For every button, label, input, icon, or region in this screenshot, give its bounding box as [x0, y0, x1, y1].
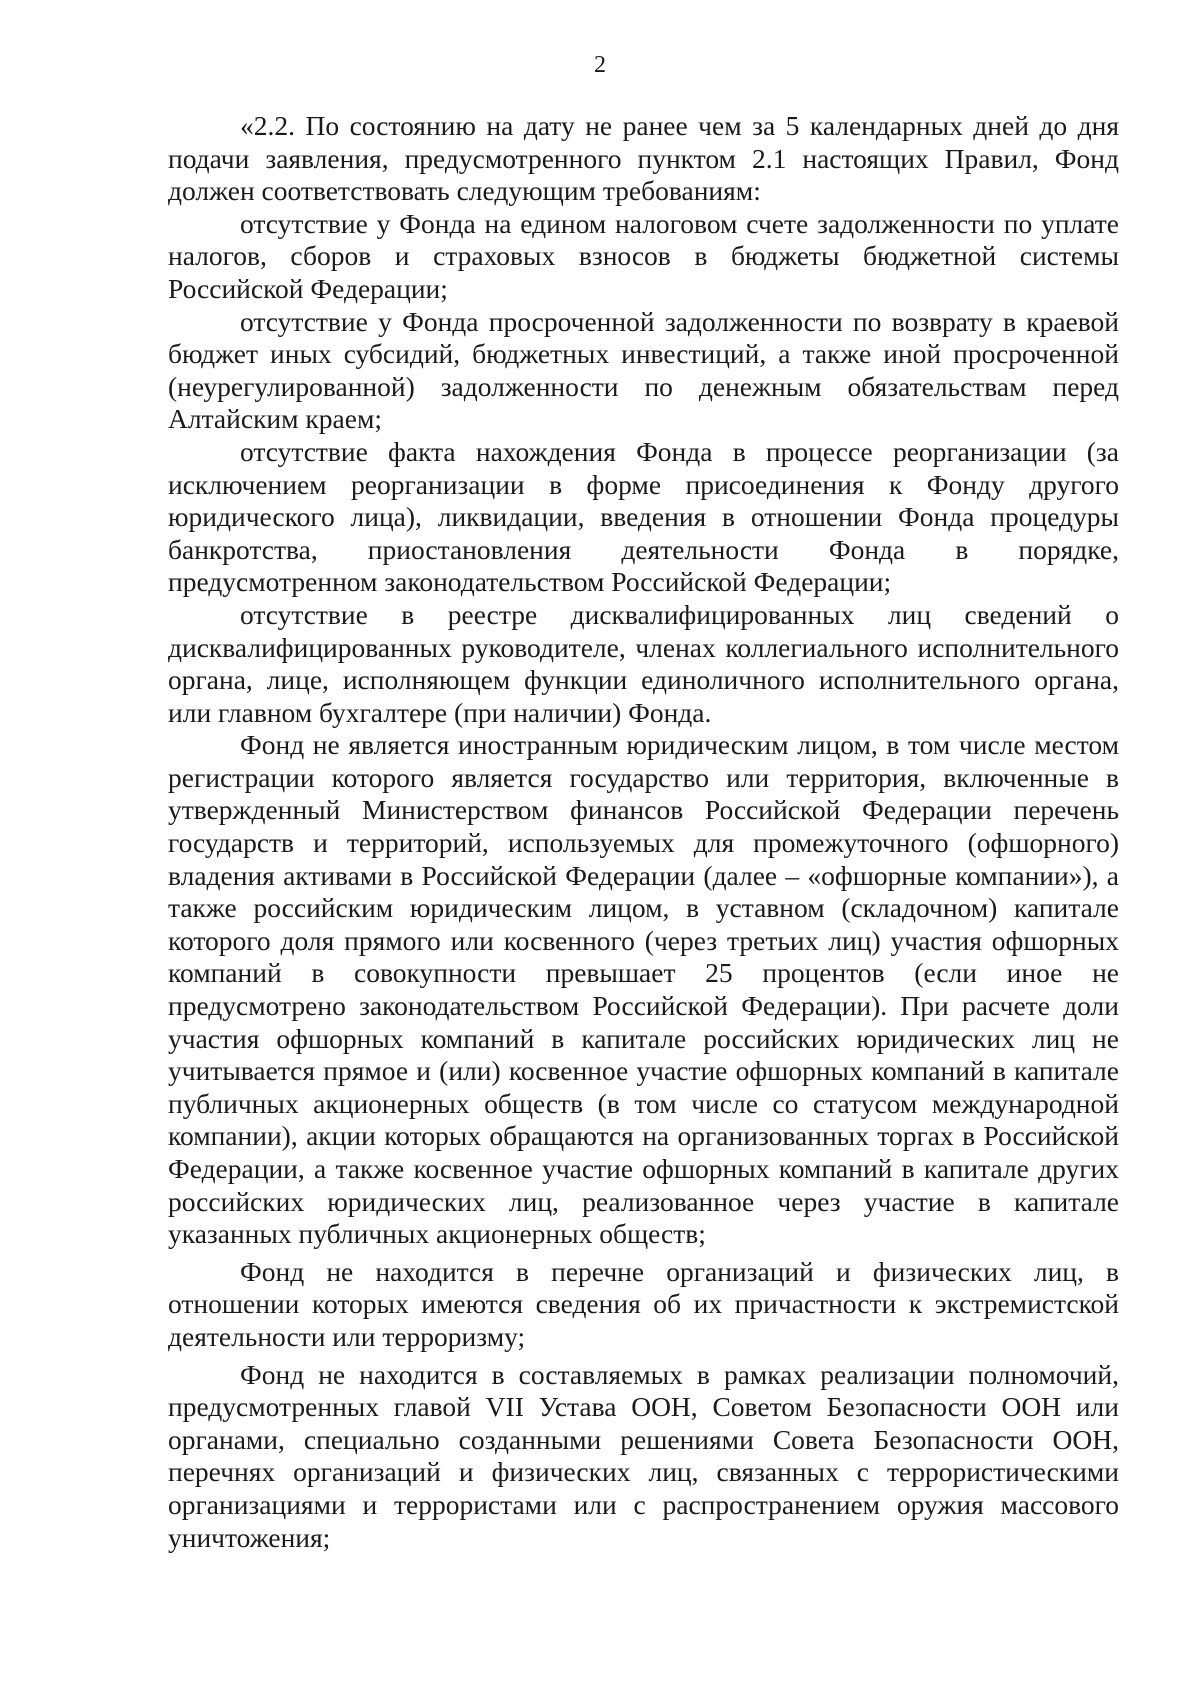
paragraph-overdue-debt: отсутствие у Фонда просроченной задолженности по возврату в краевой бюджет иных субсидий, бюджетных инвестиций, а также иной просроченной (неурегулированной) задолженности по денежным обязательствам перед Алтайским краем;	[168, 305, 1119, 435]
paragraph-un-security-council-list: Фонд не находится в составляемых в рамках реализации полномочий, предусмотренных главой VII Устава ООН, Советом Безопасности ООН или органами, специально созданными решениями Совета Безопасности ООН, перечнях организаций и физических лиц, связанных с террористическими организациями и террористами или с распространением оружия массового уничтожения;	[168, 1358, 1119, 1553]
paragraph-extremism-list: Фонд не находится в перечне организаций и физических лиц, в отношении которых имеются сведения об их причастности к экстремистской деятельности или терроризму;	[168, 1255, 1119, 1352]
paragraph-offshore-companies: Фонд не является иностранным юридическим лицом, в том числе местом регистрации которого является государство или территория, включенные в утвержденный Министерством финансов Российской Федерации перечень государств и территорий, используемых для промежуточного (офшорного) владения активами в Российской Федерации (далее – «офшорные компании»), а также российским юридическим лицом, в уставном (складочном) капитале которого доля прямого или косвенного (через третьих лиц) участия офшорных компаний в совокупности превышает 25 процентов (если иное не предусмотрено законодательством Российской Федерации). При расчете доли участия офшорных компаний в капитале российских юридических лиц не учитывается прямое и (или) косвенное участие офшорных компаний в капитале публичных акционерных обществ (в том числе со статусом международной компании), акции которых обращаются на организованных торгах в Российской Федерации, а также косвенное участие офшорных компаний в капитале других российских юридических лиц, реализованное через участие в капитале указанных публичных акционерных обществ;	[168, 729, 1119, 1250]
paragraph-2-2-intro: «2.2. По состоянию на дату не ранее чем за 5 календарных дней до дня подачи заявления, предусмотренного пунктом 2.1 настоящих Правил, Фонд должен соответствовать следующим требованиям:	[168, 110, 1119, 207]
document-body	[168, 110, 1119, 1554]
paragraph-tax-debt: отсутствие у Фонда на едином налоговом счете задолженности по уплате налогов, сборов и страховых взносов в бюджеты бюджетной системы Российской Федерации;	[168, 207, 1119, 304]
page-number: 2	[594, 52, 606, 78]
paragraph-reorganization: отсутствие факта нахождения Фонда в процессе реорганизации (за исключением реорганизации в форме присоединения к Фонду другого юридического лица), ликвидации, введения в отношении Фонда процедуры банкротства, приостановления деятельности Фонда в порядке, предусмотренном законодательством Российской Федерации;	[168, 435, 1119, 598]
paragraph-disqualified-persons: отсутствие в реестре дисквалифицированных лиц сведений о дисквалифицированных руководителе, членах коллегиального исполнительного органа, лице, исполняющем функции единоличного исполнительного органа, или главном бухгалтере (при наличии) Фонда.	[168, 598, 1119, 728]
